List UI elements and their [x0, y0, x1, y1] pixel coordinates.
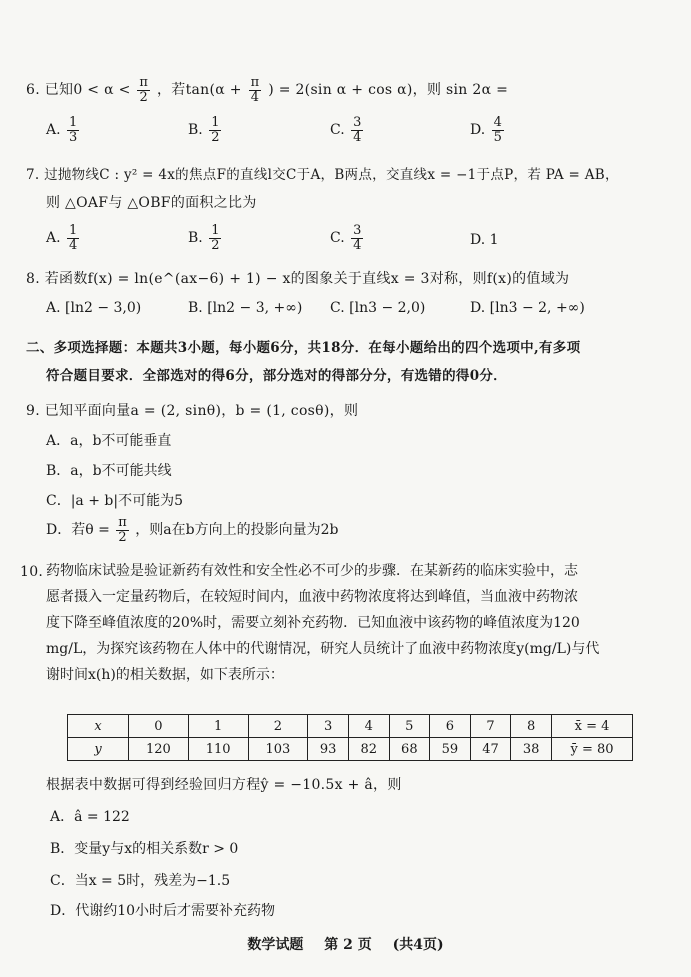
q7-number: 7. — [26, 167, 40, 183]
q6-tan-fraction: $\frac{\pi}{4}$ — [250, 75, 260, 105]
q6-stem — [26, 76, 508, 104]
table-cell: 103 — [248, 738, 308, 761]
q7-stem-line1: 7. 过抛物线C : y² = 4x的焦点F的直线l交C于A，B两点，交直线x = −1于点P，若 PA = AB， — [26, 167, 619, 183]
q6-stem-part1: 已知0 < α < — [44, 82, 131, 99]
table-cell: x — [68, 715, 129, 738]
q9-option-a[interactable]: A．a，b不可能垂直 — [46, 433, 172, 449]
footer-total: (共4页) — [392, 937, 444, 953]
page-footer — [0, 934, 691, 954]
q7-option-a[interactable]: A. $\frac{1}{4}$ — [46, 223, 78, 253]
q10-option-d[interactable]: D．代谢约10小时后才需要补充药物 — [50, 903, 276, 919]
q6-option-b[interactable]: B. $\frac{1}{2}$ — [188, 115, 220, 145]
q9-option-c[interactable]: C．|a + b|不可能为5 — [46, 493, 183, 509]
q6-stem-part2: ，若tan(α + — [157, 82, 242, 99]
q7-option-d[interactable]: D. 1 — [470, 232, 499, 248]
table-cell: 1 — [188, 715, 248, 738]
table-cell: 110 — [188, 738, 248, 761]
table-cell: 93 — [308, 738, 349, 761]
table-cell: 5 — [389, 715, 430, 738]
table-cell: 6 — [430, 715, 471, 738]
table-cell: 2 — [248, 715, 308, 738]
q7-option-c[interactable]: C. $\frac{3}{4}$ — [330, 223, 362, 253]
q10-number: 10. — [20, 564, 44, 580]
q6-option-d[interactable]: D. $\frac{4}{5}$ — [470, 115, 502, 145]
table-cell: 47 — [470, 738, 511, 761]
table-cell: y — [68, 738, 129, 761]
table-cell: 8 — [511, 715, 552, 738]
section2-heading-line2: 符合题目要求．全部选对的得6分，部分选对的得部分分，有选错的得0分． — [46, 368, 507, 384]
q6-number: 6. — [26, 82, 40, 99]
q10-option-c[interactable]: C．当x = 5时，残差为−1.5 — [50, 873, 231, 889]
q10-option-a[interactable]: A．â = 122 — [50, 809, 130, 825]
q8-option-a[interactable]: A. [ln2 − 3,0) — [46, 300, 142, 316]
table-cell: 120 — [129, 738, 189, 761]
q8-number: 8. — [26, 271, 40, 287]
q10-option-b[interactable]: B．变量y与x的相关系数r > 0 — [50, 841, 239, 857]
table-cell: 68 — [389, 738, 430, 761]
table-row-x — [68, 715, 633, 738]
table-cell: 82 — [348, 738, 389, 761]
q6-stem-part3: ) = 2(sin α + cos α)，则 sin 2α = — [268, 82, 509, 99]
q6-cond-fraction: $\frac{\pi}{2}$ — [139, 75, 149, 105]
table-cell: 4 — [348, 715, 389, 738]
footer-subject: 数学试题 — [247, 937, 304, 953]
table-cell: 38 — [511, 738, 552, 761]
table-cell: x̄ = 4 — [552, 715, 633, 738]
q9-option-d[interactable]: D．若θ = $\frac{\pi}{2}$ ，则a在b方向上的投影向量为2b — [46, 515, 339, 545]
q10-stem: 药物临床试验是验证新药有效性和安全性必不可少的步骤．在某新药的临床实验中，志 愿者摄入一定量药物后，在较短时间内，血液中药物浓度将达到峰值，当血液中药物浓 度下降至峰值浓度的20%时，需要立刻补充药物．已知血液中该药物的峰值浓度为120 mg/L，为探究该药物在人体中的代谢情况，研究人员统计了血液中药物浓度y(mg/L)与代 谢时间x(h)的相关数据，如下表所示： — [46, 563, 600, 683]
q9-stem: 9. 已知平面向量a = (2, sinθ)，b = (1, cosθ)，则 — [26, 403, 359, 419]
table-cell: 0 — [129, 715, 189, 738]
q10-after-table: 根据表中数据可得到经验回归方程ŷ = −10.5x + â，则 — [46, 777, 402, 793]
table-cell: 59 — [430, 738, 471, 761]
q7-option-b[interactable]: B. $\frac{1}{2}$ — [188, 223, 220, 253]
table-row-y — [68, 738, 633, 761]
table-cell: 3 — [308, 715, 349, 738]
q6-option-a[interactable]: A. $\frac{1}{3}$ — [46, 115, 78, 145]
q6-option-c[interactable]: C. $\frac{3}{4}$ — [330, 115, 362, 145]
q10-data-table — [67, 714, 633, 761]
q9-option-b[interactable]: B．a，b不可能共线 — [46, 463, 172, 479]
section2-heading-line1: 二、多项选择题：本题共3小题，每小题6分，共18分．在每小题给出的四个选项中,有多项 — [26, 340, 581, 356]
q8-option-c[interactable]: C. [ln3 − 2,0) — [330, 300, 426, 316]
table-cell: ȳ = 80 — [552, 738, 633, 761]
q9-number: 9. — [26, 403, 40, 419]
table-cell: 7 — [470, 715, 511, 738]
q8-option-b[interactable]: B. [ln2 − 3, +∞) — [188, 300, 303, 316]
q8-option-d[interactable]: D. [ln3 − 2, +∞) — [470, 300, 585, 316]
footer-page: 第 2 页 — [324, 937, 372, 953]
q7-stem-line2: 则 △OAF与 △OBF的面积之比为 — [46, 195, 257, 211]
q8-stem: 8. 若函数f(x) = ln(e^(ax−6) + 1) − x的图象关于直线x = 3对称，则f(x)的值域为 — [26, 271, 570, 287]
